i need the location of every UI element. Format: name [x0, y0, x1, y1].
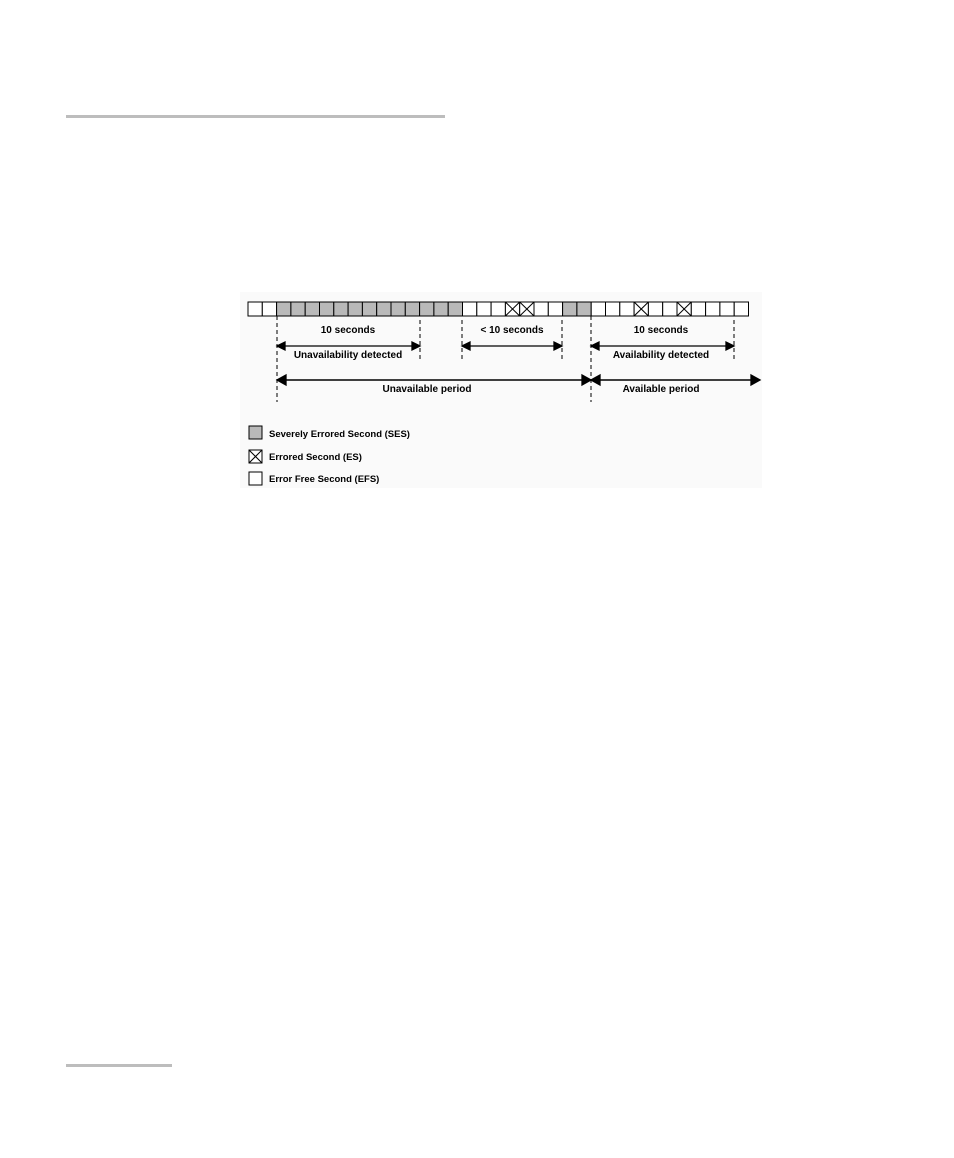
second-cell-ses [320, 302, 334, 316]
legend-item-efs [249, 472, 379, 485]
footer-rule [66, 1064, 172, 1067]
second-cell-efs [720, 302, 734, 316]
available-period-label: Available period [622, 384, 700, 395]
second-cell-efs [648, 302, 662, 316]
second-cell-ses [277, 302, 291, 316]
unavailability-detected-label: Unavailability detected [293, 350, 403, 361]
second-cell-efs [477, 302, 491, 316]
second-cell-ses [362, 302, 376, 316]
second-cell-ses [305, 302, 319, 316]
second-cell-efs [620, 302, 634, 316]
second-cell-efs [491, 302, 505, 316]
availability-detected-label: Availability detected [612, 350, 710, 361]
second-cell-efs [606, 302, 620, 316]
legend-label-efs: Error Free Second (EFS) [269, 474, 380, 485]
second-cell-ses [334, 302, 348, 316]
second-cell-ses [391, 302, 405, 316]
second-cell-efs [591, 302, 605, 316]
second-cell-ses [405, 302, 419, 316]
second-cell-efs [691, 302, 705, 316]
second-cells [248, 302, 749, 316]
availability-timeline-figure [240, 292, 762, 488]
legend-label-ses: Severely Errored Second (SES) [269, 429, 410, 440]
second-cell-ses [377, 302, 391, 316]
second-cell-efs [248, 302, 262, 316]
second-cell-ses [448, 302, 462, 316]
second-cell-ses [348, 302, 362, 316]
availability-window-duration-label: 10 seconds [633, 325, 689, 336]
second-cell-ses [291, 302, 305, 316]
unavailable-period-label: Unavailable period [382, 384, 472, 395]
legend-item-ses [249, 426, 410, 440]
second-cell-efs [463, 302, 477, 316]
efs-swatch [249, 472, 262, 485]
second-cell-efs [663, 302, 677, 316]
second-cell-ses [434, 302, 448, 316]
second-cell-efs [734, 302, 748, 316]
short-window-duration-label: < 10 seconds [480, 325, 544, 336]
legend-label-es: Errored Second (ES) [269, 452, 362, 463]
unavailability-window-duration-label: 10 seconds [320, 325, 376, 336]
second-cell-ses [563, 302, 577, 316]
header-rule [66, 115, 445, 118]
second-cell-efs [548, 302, 562, 316]
second-cell-efs [534, 302, 548, 316]
second-cell-efs [706, 302, 720, 316]
second-cell-ses [577, 302, 591, 316]
second-cell-ses [420, 302, 434, 316]
timeline-diagram [240, 292, 762, 488]
ses-swatch [249, 426, 262, 439]
second-cell-efs [262, 302, 276, 316]
